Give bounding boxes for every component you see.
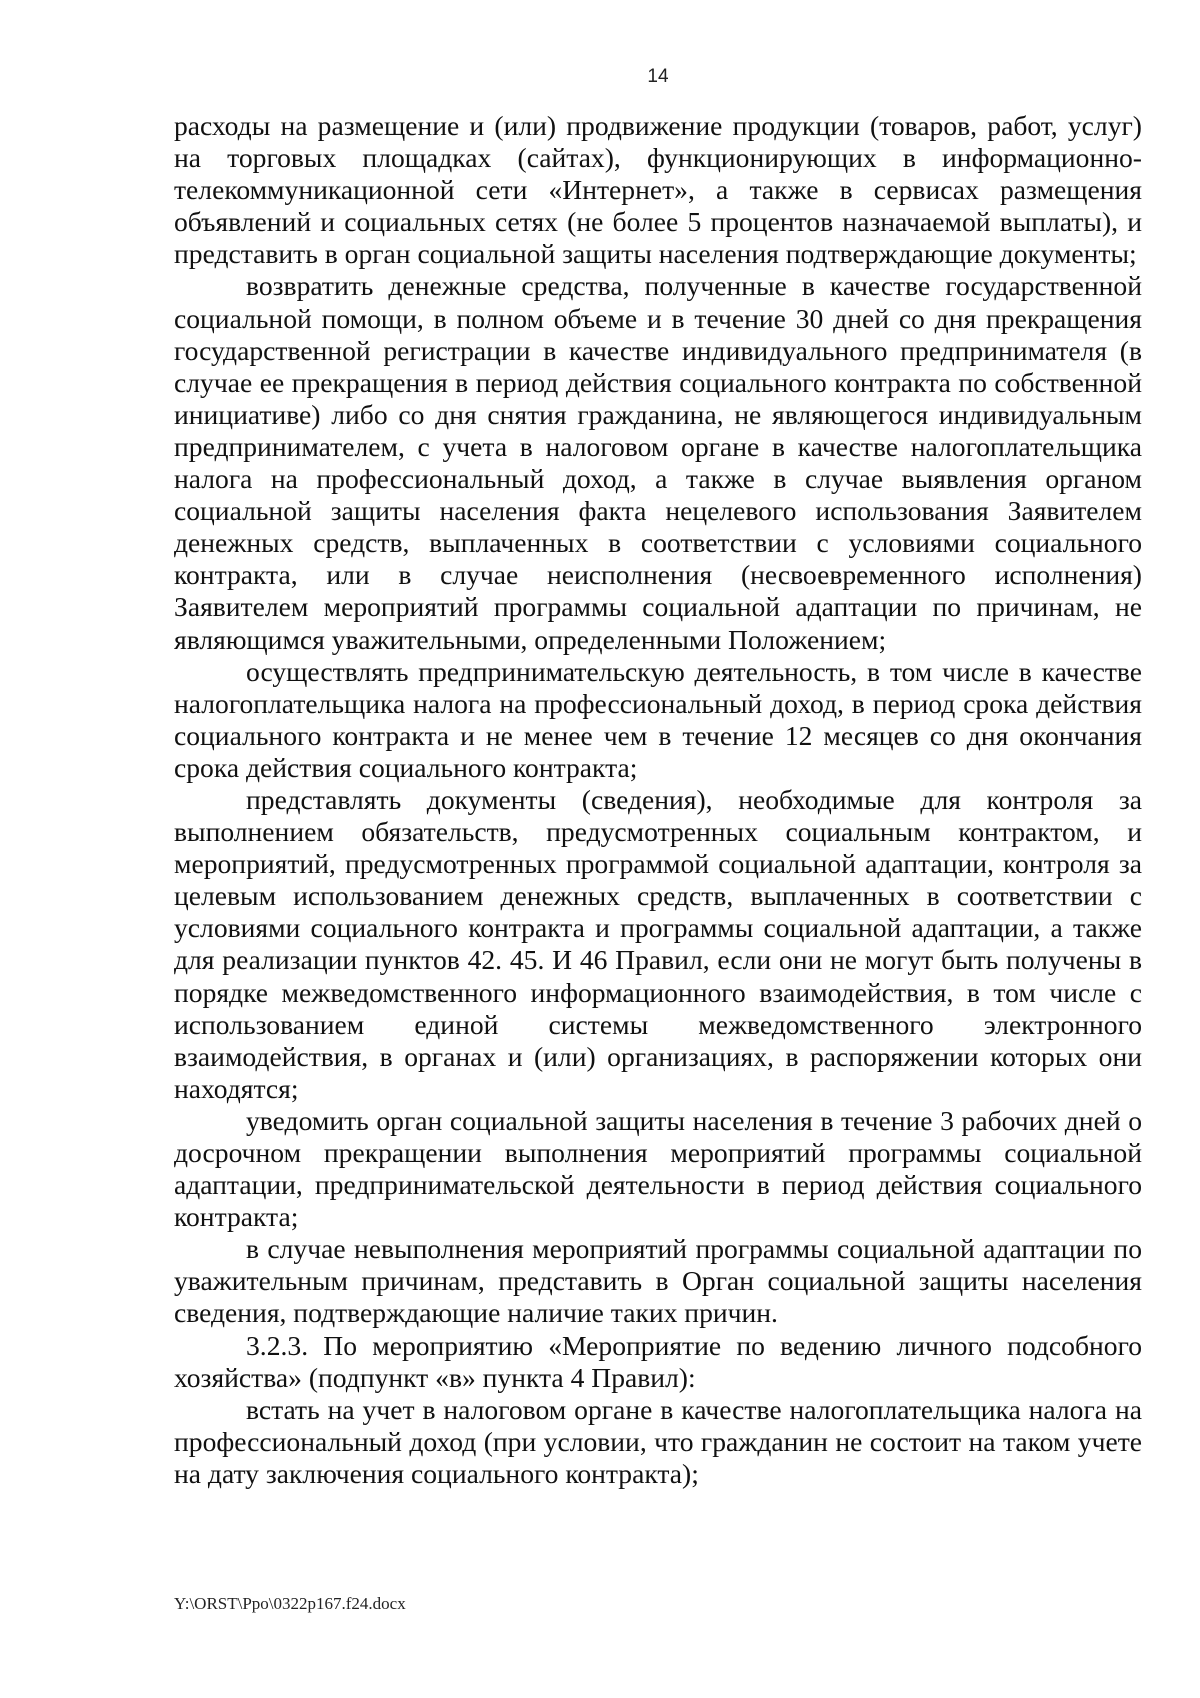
page-number: 14 (647, 66, 669, 87)
paragraph: встать на учет в налоговом органе в качестве налогоплательщика налога на профессиональный доход (при условии, что гражданин не состоит на таком учете на дату заключения социального контракта); (174, 1393, 1142, 1489)
paragraph: 3.2.3. По мероприятию «Мероприятие по ведению личного подсобного хозяйства» (подпункт «в» пункта 4 Правил): (174, 1329, 1142, 1393)
document-body (174, 110, 1142, 1490)
paragraph: уведомить орган социальной защиты населения в течение 3 рабочих дней о досрочном прекращении выполнения мероприятий программы социальной адаптации, предпринимательской деятельности в период действия социального контракта; (174, 1104, 1142, 1233)
paragraph: представлять документы (сведения), необходимые для контроля за выполнением обязательств, предусмотренных социальным контрактом, и мероприятий, предусмотренных программой социальной адаптации, контроля за целевым использованием денежных средств, выплаченных в соответствии с условиями социального контракта и программы социальной адаптации, а также для реализации пунктов 42. 45. И 46 Правил, если они не могут быть получены в порядке межведомственного информационного взаимодействия, в том числе с использованием единой системы межведомственного электронного взаимодействия, в органах и (или) организациях, в распоряжении которых они находятся; (174, 783, 1142, 1104)
paragraph: расходы на размещение и (или) продвижение продукции (товаров, работ, услуг) на торговых площадках (сайтах), функционирующих в информационно-телекоммуникационной сети «Интернет», а также в сервисах размещения объявлений и социальных сетях (не более 5 процентов назначаемой выплаты), и представить в орган социальной защиты населения подтверждающие документы; (174, 110, 1142, 270)
footer-file-path: Y:\ORST\Ppo\0322p167.f24.docx (174, 1594, 406, 1613)
paragraph: возвратить денежные средства, полученные в качестве государственной социальной помощи, в полном объеме и в течение 30 дней со дня прекращения государственной регистрации в качестве индивидуального предпринимателя (в случае ее прекращения в период действия социального контракта по собственной инициативе) либо со дня снятия гражданина, не являющегося индивидуальным предпринимателем, с учета в налоговом органе в качестве налогоплательщика налога на профессиональный доход, а также в случае выявления органом социальной защиты населения факта нецелевого использования Заявителем денежных средств, выплаченных в соответствии с условиями социального контракта, или в случае неисполнения (несвоевременного исполнения) Заявителем мероприятий программы социальной адаптации по причинам, не являющимся уважительными, определенными Положением; (174, 270, 1142, 655)
paragraph: осуществлять предпринимательскую деятельность, в том числе в качестве налогоплательщика налога на профессиональный доход, в период срока действия социального контракта и не менее чем в течение 12 месяцев со дня окончания срока действия социального контракта; (174, 655, 1142, 783)
paragraph: в случае невыполнения мероприятий программы социальной адаптации по уважительным причинам, представить в Орган социальной защиты населения сведения, подтверждающие наличие таких причин. (174, 1233, 1142, 1329)
